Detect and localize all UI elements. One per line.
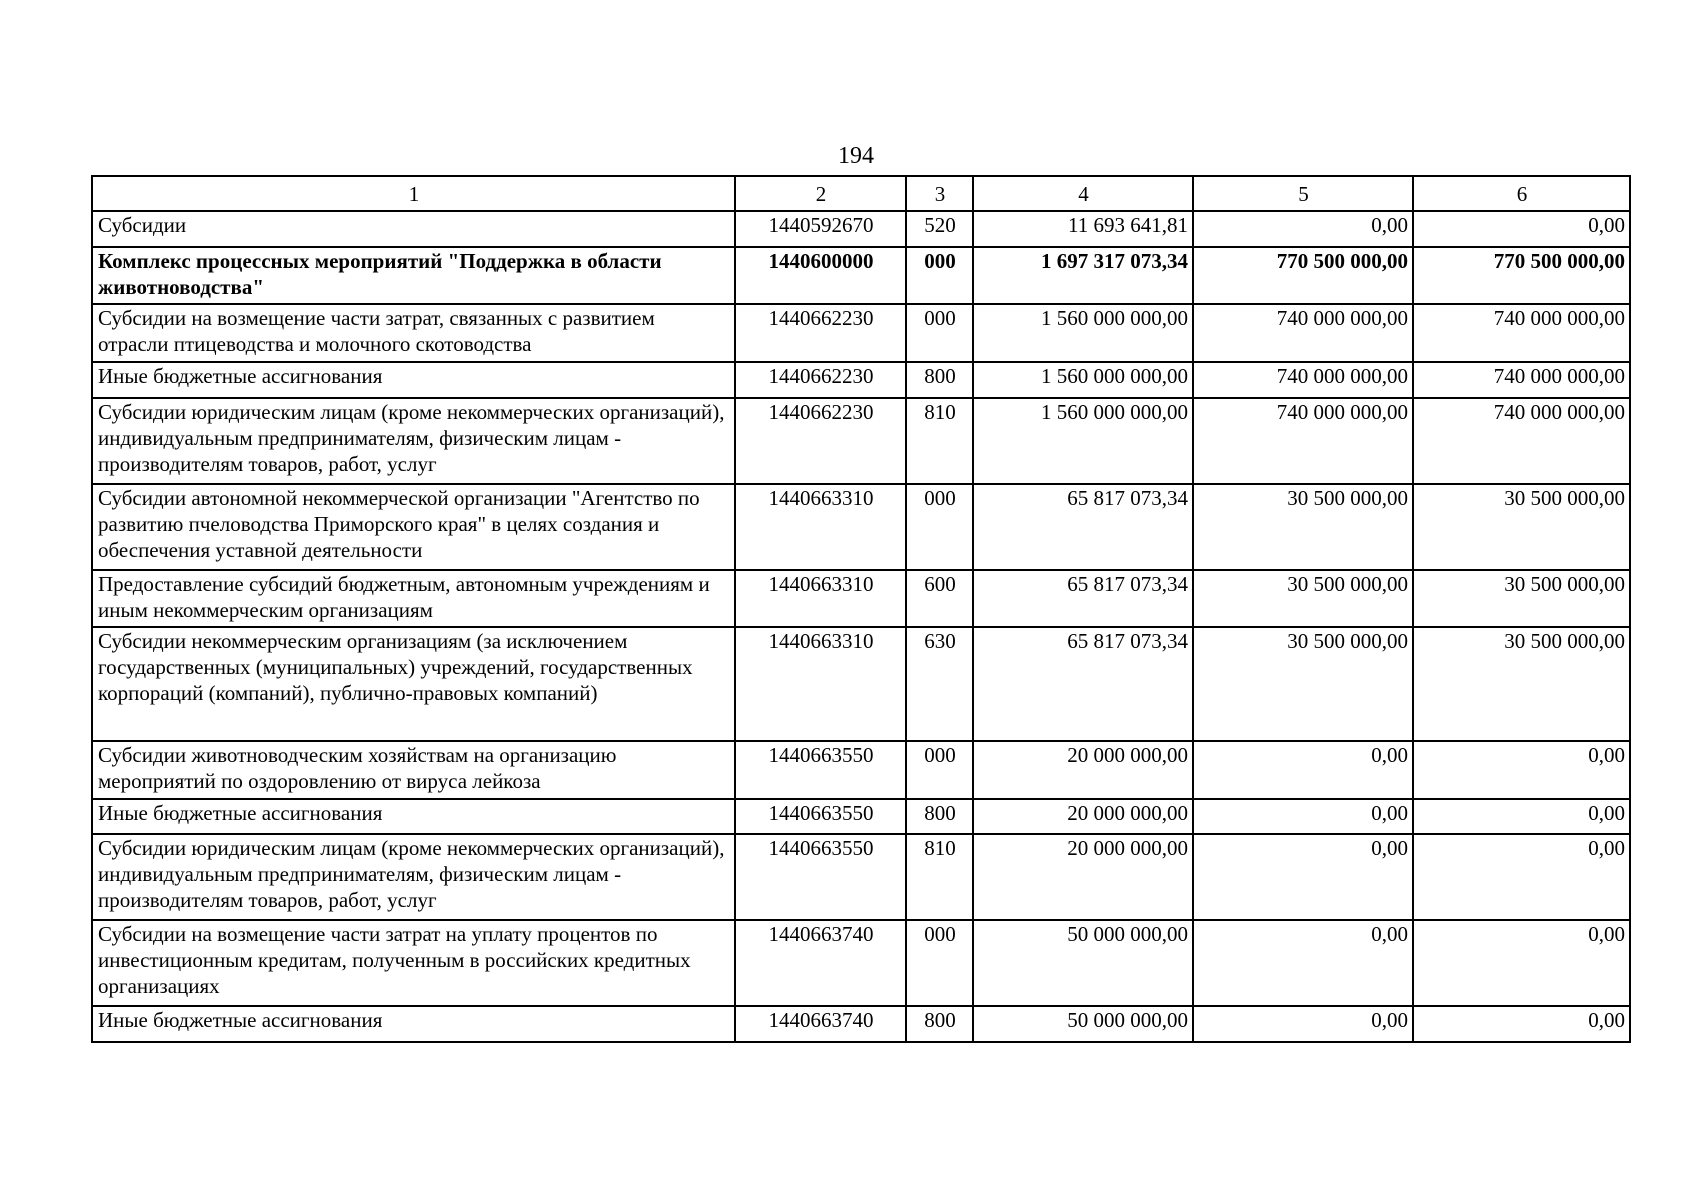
table-row bbox=[92, 741, 1630, 799]
row-name-cell: Субсидии автономной некоммерческой организации "Агентство по развитию пчеловодства Приморского края" в целях создания и обеспечения уставной деятельности bbox=[92, 484, 735, 570]
row-amount-cell: 0,00 bbox=[1193, 799, 1413, 834]
row-amount-cell: 740 000 000,00 bbox=[1413, 398, 1630, 484]
row-vr-cell: 000 bbox=[906, 247, 973, 304]
row-vr-cell: 800 bbox=[906, 799, 973, 834]
row-amount-cell: 0,00 bbox=[1413, 741, 1630, 799]
column-header: 1 bbox=[92, 176, 735, 211]
row-name-cell: Субсидии юридическим лицам (кроме некоммерческих организаций), индивидуальным предпринимателям, физическим лицам - производителям товаров, работ, услуг bbox=[92, 398, 735, 484]
row-amount-cell: 65 817 073,34 bbox=[973, 484, 1193, 570]
table-row bbox=[92, 570, 1630, 627]
row-amount-cell: 0,00 bbox=[1193, 834, 1413, 920]
row-amount-cell: 50 000 000,00 bbox=[973, 920, 1193, 1006]
row-amount-cell: 30 500 000,00 bbox=[1413, 627, 1630, 741]
row-amount-cell: 770 500 000,00 bbox=[1413, 247, 1630, 304]
row-vr-cell: 810 bbox=[906, 398, 973, 484]
page-number: 194 bbox=[838, 143, 874, 169]
row-vr-cell: 600 bbox=[906, 570, 973, 627]
row-name-cell: Предоставление субсидий бюджетным, автономным учреждениям и иным некоммерческим организациям bbox=[92, 570, 735, 627]
row-vr-cell: 520 bbox=[906, 211, 973, 247]
row-name-cell: Комплекс процессных мероприятий "Поддержка в области животноводства" bbox=[92, 247, 735, 304]
row-amount-cell: 30 500 000,00 bbox=[1413, 484, 1630, 570]
row-amount-cell: 740 000 000,00 bbox=[1413, 304, 1630, 362]
table-row bbox=[92, 247, 1630, 304]
row-amount-cell: 11 693 641,81 bbox=[973, 211, 1193, 247]
row-name-cell: Субсидии на возмещение части затрат, связанных с развитием отрасли птицеводства и молочного скотоводства bbox=[92, 304, 735, 362]
row-csr-cell: 1440663310 bbox=[735, 570, 906, 627]
row-vr-cell: 800 bbox=[906, 362, 973, 398]
table-row bbox=[92, 834, 1630, 920]
row-csr-cell: 1440600000 bbox=[735, 247, 906, 304]
row-vr-cell: 000 bbox=[906, 484, 973, 570]
row-amount-cell: 0,00 bbox=[1193, 920, 1413, 1006]
row-vr-cell: 810 bbox=[906, 834, 973, 920]
row-name-cell: Иные бюджетные ассигнования bbox=[92, 799, 735, 834]
row-name-cell: Субсидии некоммерческим организациям (за исключением государственных (муниципальных) учреждений, государственных корпораций (компаний), публично-правовых компаний) bbox=[92, 627, 735, 741]
row-amount-cell: 20 000 000,00 bbox=[973, 799, 1193, 834]
row-csr-cell: 1440663550 bbox=[735, 834, 906, 920]
row-amount-cell: 30 500 000,00 bbox=[1193, 570, 1413, 627]
row-amount-cell: 770 500 000,00 bbox=[1193, 247, 1413, 304]
row-amount-cell: 0,00 bbox=[1193, 1006, 1413, 1042]
row-vr-cell: 000 bbox=[906, 304, 973, 362]
column-header: 5 bbox=[1193, 176, 1413, 211]
table-row bbox=[92, 627, 1630, 741]
row-vr-cell: 000 bbox=[906, 920, 973, 1006]
row-amount-cell: 1 697 317 073,34 bbox=[973, 247, 1193, 304]
row-vr-cell: 000 bbox=[906, 741, 973, 799]
row-name-cell: Субсидии bbox=[92, 211, 735, 247]
row-amount-cell: 740 000 000,00 bbox=[1193, 304, 1413, 362]
row-amount-cell: 740 000 000,00 bbox=[1413, 362, 1630, 398]
row-name-cell: Субсидии животноводческим хозяйствам на организацию мероприятий по оздоровлению от вируса лейкоза bbox=[92, 741, 735, 799]
row-csr-cell: 1440662230 bbox=[735, 304, 906, 362]
row-amount-cell: 30 500 000,00 bbox=[1413, 570, 1630, 627]
row-csr-cell: 1440663310 bbox=[735, 627, 906, 741]
row-vr-cell: 800 bbox=[906, 1006, 973, 1042]
row-amount-cell: 0,00 bbox=[1413, 920, 1630, 1006]
row-csr-cell: 1440663740 bbox=[735, 1006, 906, 1042]
row-amount-cell: 1 560 000 000,00 bbox=[973, 362, 1193, 398]
row-amount-cell: 20 000 000,00 bbox=[973, 741, 1193, 799]
row-csr-cell: 1440592670 bbox=[735, 211, 906, 247]
row-csr-cell: 1440662230 bbox=[735, 398, 906, 484]
column-header: 2 bbox=[735, 176, 906, 211]
row-csr-cell: 1440663310 bbox=[735, 484, 906, 570]
table-row bbox=[92, 362, 1630, 398]
row-amount-cell: 30 500 000,00 bbox=[1193, 627, 1413, 741]
row-csr-cell: 1440663550 bbox=[735, 799, 906, 834]
row-amount-cell: 30 500 000,00 bbox=[1193, 484, 1413, 570]
row-amount-cell: 1 560 000 000,00 bbox=[973, 398, 1193, 484]
row-vr-cell: 630 bbox=[906, 627, 973, 741]
row-csr-cell: 1440663550 bbox=[735, 741, 906, 799]
row-name-cell: Иные бюджетные ассигнования bbox=[92, 1006, 735, 1042]
table-row bbox=[92, 398, 1630, 484]
row-amount-cell: 0,00 bbox=[1193, 741, 1413, 799]
column-header: 3 bbox=[906, 176, 973, 211]
column-header: 6 bbox=[1413, 176, 1630, 211]
table-row bbox=[92, 484, 1630, 570]
table-row bbox=[92, 920, 1630, 1006]
row-name-cell: Иные бюджетные ассигнования bbox=[92, 362, 735, 398]
row-amount-cell: 0,00 bbox=[1413, 211, 1630, 247]
table-row bbox=[92, 1006, 1630, 1042]
table-row bbox=[92, 304, 1630, 362]
row-amount-cell: 1 560 000 000,00 bbox=[973, 304, 1193, 362]
header-row bbox=[92, 176, 1630, 211]
row-amount-cell: 740 000 000,00 bbox=[1193, 362, 1413, 398]
row-csr-cell: 1440663740 bbox=[735, 920, 906, 1006]
row-amount-cell: 50 000 000,00 bbox=[973, 1006, 1193, 1042]
row-csr-cell: 1440662230 bbox=[735, 362, 906, 398]
row-amount-cell: 0,00 bbox=[1413, 799, 1630, 834]
row-name-cell: Субсидии на возмещение части затрат на уплату процентов по инвестиционным кредитам, полученным в российских кредитных организациях bbox=[92, 920, 735, 1006]
row-amount-cell: 0,00 bbox=[1413, 1006, 1630, 1042]
row-name-cell: Субсидии юридическим лицам (кроме некоммерческих организаций), индивидуальным предпринимателям, физическим лицам - производителям товаров, работ, услуг bbox=[92, 834, 735, 920]
budget-table bbox=[91, 175, 1631, 1043]
column-header: 4 bbox=[973, 176, 1193, 211]
row-amount-cell: 0,00 bbox=[1413, 834, 1630, 920]
row-amount-cell: 740 000 000,00 bbox=[1193, 398, 1413, 484]
row-amount-cell: 0,00 bbox=[1193, 211, 1413, 247]
row-amount-cell: 65 817 073,34 bbox=[973, 570, 1193, 627]
table-body bbox=[92, 211, 1630, 1042]
table-row bbox=[92, 211, 1630, 247]
row-amount-cell: 65 817 073,34 bbox=[973, 627, 1193, 741]
row-amount-cell: 20 000 000,00 bbox=[973, 834, 1193, 920]
table-row bbox=[92, 799, 1630, 834]
